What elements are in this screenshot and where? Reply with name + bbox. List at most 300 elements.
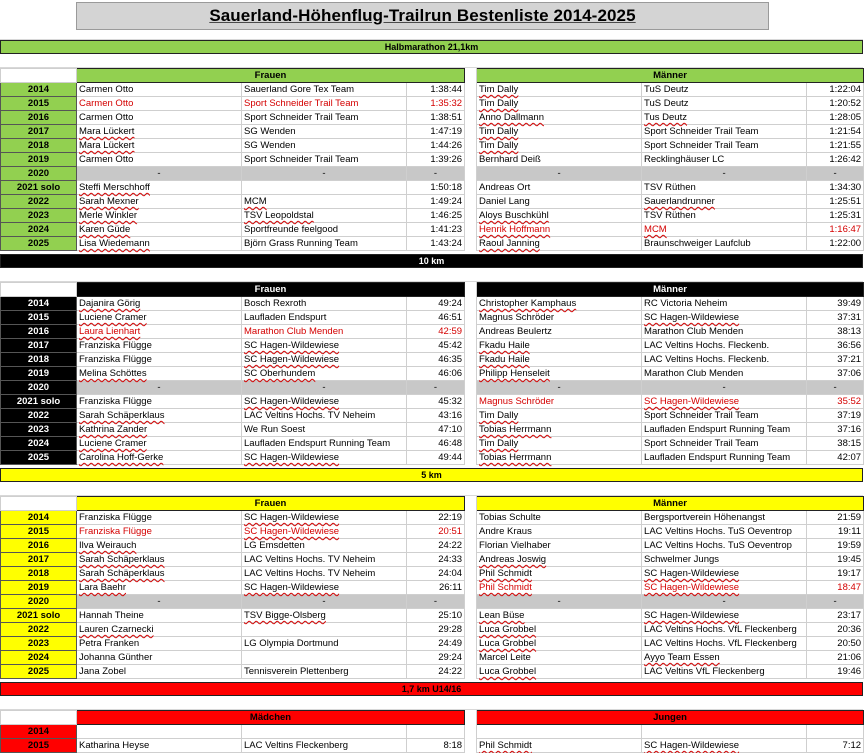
column-gap <box>465 69 477 83</box>
women-header <box>77 283 465 297</box>
women-name-text: Sarah Schäperklaus <box>79 554 165 565</box>
women-club <box>242 623 407 637</box>
year-cell <box>1 395 77 409</box>
table-row <box>1 297 864 311</box>
column-gap <box>465 209 477 223</box>
men-time <box>807 311 864 325</box>
column-gap <box>465 497 477 511</box>
women-time-text: - <box>433 168 438 179</box>
year-cell <box>1 567 77 581</box>
men-time <box>807 553 864 567</box>
year-cell <box>1 409 77 423</box>
year-cell <box>1 195 77 209</box>
men-header <box>477 711 864 725</box>
men-time <box>807 325 864 339</box>
men-name <box>477 423 642 437</box>
men-name <box>477 367 642 381</box>
table-row <box>1 237 864 251</box>
spacer-row <box>0 268 863 282</box>
year-cell-text: 2020 <box>27 168 50 179</box>
men-time-text: 7:12 <box>842 740 862 751</box>
men-time <box>807 525 864 539</box>
table-row <box>1 553 864 567</box>
section-fk <box>0 468 863 679</box>
men-time-text: 21:59 <box>837 512 862 523</box>
men-club <box>642 339 807 353</box>
men-name-text: Magnus Schröder <box>479 396 555 407</box>
table-row <box>1 437 864 451</box>
men-name-text: Daniel Lang <box>479 196 530 207</box>
men-club-text: LAC Veltins Hochs. TuS Oeventrop <box>644 540 792 551</box>
men-club <box>642 83 807 97</box>
column-gap <box>465 725 477 739</box>
table-row <box>1 539 864 553</box>
men-time-text: 37:21 <box>837 354 862 365</box>
men-name-text: Tim Dally <box>479 438 519 449</box>
year-cell <box>1 223 77 237</box>
men-header-text: Jungen <box>653 712 687 723</box>
men-time <box>807 581 864 595</box>
men-time <box>807 195 864 209</box>
section-u14 <box>0 682 863 753</box>
men-time-text: 1:21:54 <box>829 126 862 137</box>
women-time <box>407 423 465 437</box>
section-title: 5 km <box>0 468 863 482</box>
year-cell <box>1 111 77 125</box>
year-cell-text: 2018 <box>27 354 50 365</box>
men-club <box>642 325 807 339</box>
men-club <box>642 297 807 311</box>
women-time-text: 46:06 <box>438 368 463 379</box>
results-table <box>0 496 864 679</box>
men-club-text: SC Hagen-Wildewiese <box>644 568 740 579</box>
women-name-text: Mara Lückert <box>79 126 135 137</box>
men-name-text: Magnus Schröder <box>479 312 555 323</box>
year-cell-text: 2014 <box>27 298 50 309</box>
men-name-text: Marcel Leite <box>479 652 531 663</box>
women-time-text: 1:35:32 <box>430 98 463 109</box>
spacer-row <box>0 696 863 710</box>
table-row <box>1 125 864 139</box>
section-title: 10 km <box>0 254 863 268</box>
men-time <box>807 437 864 451</box>
men-name-text: Raoul Janning <box>479 238 540 249</box>
table-row <box>1 567 864 581</box>
women-name-text: Johanna Günther <box>79 652 153 663</box>
women-time <box>407 437 465 451</box>
men-club-text: LAC Veltins Hochs. VfL Fleckenberg <box>644 638 797 649</box>
year-cell-text: 2015 <box>27 740 50 751</box>
women-name <box>77 83 242 97</box>
men-time <box>807 353 864 367</box>
women-name-text: Franziska Flügge <box>79 340 152 351</box>
men-name-text: - <box>557 168 561 179</box>
men-time-text: 36:56 <box>837 340 862 351</box>
women-time-text: 42:59 <box>438 326 463 337</box>
women-time-text: 1:47:19 <box>430 126 463 137</box>
women-club <box>242 381 407 395</box>
men-name-text: Henrik Hoffmann <box>479 224 551 235</box>
year-cell-text: 2015 <box>27 526 50 537</box>
men-time-text: - <box>833 382 837 393</box>
men-club <box>642 125 807 139</box>
year-cell <box>1 423 77 437</box>
women-time <box>407 237 465 251</box>
women-time-text: 43:16 <box>438 410 463 421</box>
men-name <box>477 581 642 595</box>
women-time <box>407 195 465 209</box>
section-title: Halbmarathon 21,1km <box>0 40 863 54</box>
table-row <box>1 423 864 437</box>
men-time-text: 19:11 <box>837 526 862 537</box>
men-name-text: Aloys Buschkühl <box>479 210 549 221</box>
women-name <box>77 539 242 553</box>
women-name-text: Carmen Otto <box>79 154 134 165</box>
men-name-text: Philipp Henseleit <box>479 368 550 379</box>
column-gap <box>465 195 477 209</box>
men-name-text: Florian Vielhaber <box>479 540 551 551</box>
table-row <box>1 511 864 525</box>
women-time <box>407 511 465 525</box>
header-row <box>1 283 864 297</box>
men-time <box>807 223 864 237</box>
women-name-text: Melina Schöttes <box>79 368 147 379</box>
women-name <box>77 297 242 311</box>
women-club <box>242 409 407 423</box>
men-club-text: SC Hagen-Wildewiese <box>644 396 740 407</box>
men-club <box>642 511 807 525</box>
women-club-text: SC Hagen-Wildewiese <box>244 582 340 593</box>
women-name-text: Steffi Merschhoff <box>79 182 150 193</box>
table-row <box>1 651 864 665</box>
men-club <box>642 451 807 465</box>
women-club <box>242 339 407 353</box>
men-time <box>807 339 864 353</box>
women-name-text: Ilva Weirauch <box>79 540 137 551</box>
column-gap <box>465 511 477 525</box>
women-club <box>242 739 407 753</box>
section-hm <box>0 40 863 251</box>
year-cell-text: 2022 <box>27 196 50 207</box>
year-cell <box>1 595 77 609</box>
women-club-text: TSV Bigge-Olsberg <box>244 610 326 621</box>
women-name <box>77 325 242 339</box>
year-cell-text: 2024 <box>27 652 50 663</box>
women-header <box>77 69 465 83</box>
men-name <box>477 381 642 395</box>
results-table <box>0 68 864 251</box>
table-row <box>1 665 864 679</box>
women-club-text: LG Emsdetten <box>244 540 305 551</box>
column-gap <box>465 381 477 395</box>
men-time <box>807 111 864 125</box>
table-row <box>1 367 864 381</box>
women-name <box>77 581 242 595</box>
men-club <box>642 139 807 153</box>
table-row <box>1 395 864 409</box>
women-club <box>242 297 407 311</box>
year-cell-text: 2021 solo <box>16 610 61 621</box>
year-cell <box>1 609 77 623</box>
table-row <box>1 739 864 753</box>
women-time-text: 1:44:26 <box>430 140 463 151</box>
men-name-text: Anno Dallmann <box>479 112 544 123</box>
men-name-text: Tim Dally <box>479 84 519 95</box>
men-time-text: 1:20:52 <box>829 98 862 109</box>
men-club-text: LAC Veltins Hochs. Fleckenb. <box>644 340 770 351</box>
men-header-text: Männer <box>653 70 687 81</box>
men-club-text: LAC Veltins VfL Fleckenberg <box>644 666 765 677</box>
year-cell <box>1 623 77 637</box>
women-time-text: 45:32 <box>438 396 463 407</box>
women-time-text: 1:49:24 <box>430 196 463 207</box>
women-time <box>407 739 465 753</box>
women-name-text: Carmen Otto <box>79 98 134 109</box>
women-name <box>77 97 242 111</box>
men-name-text: Tim Dally <box>479 140 519 151</box>
women-club <box>242 451 407 465</box>
men-club-text: Sport Schneider Trail Team <box>644 438 759 449</box>
men-club-text: Schwelmer Jungs <box>644 554 720 565</box>
women-time <box>407 125 465 139</box>
women-time <box>407 623 465 637</box>
women-time <box>407 595 465 609</box>
men-name <box>477 651 642 665</box>
header-row <box>1 711 864 725</box>
women-club-text: Sport Schneider Trail Team <box>244 112 359 123</box>
table-row <box>1 609 864 623</box>
women-time-text: 46:51 <box>438 312 463 323</box>
men-time <box>807 539 864 553</box>
year-cell-text: 2016 <box>27 112 50 123</box>
year-cell <box>1 437 77 451</box>
women-name-text: Luciene Cramer <box>79 312 147 323</box>
men-time <box>807 395 864 409</box>
women-club <box>242 167 407 181</box>
men-time <box>807 167 864 181</box>
men-name-text: Andre Kraus <box>479 526 532 537</box>
women-time <box>407 83 465 97</box>
men-name <box>477 567 642 581</box>
spacer-row <box>0 30 863 40</box>
year-cell <box>1 353 77 367</box>
women-club <box>242 97 407 111</box>
column-gap <box>465 97 477 111</box>
men-name <box>477 97 642 111</box>
men-name-text: Luca Grobbel <box>479 638 537 649</box>
table-row <box>1 623 864 637</box>
women-club-text: LG Olympia Dortmund <box>244 638 339 649</box>
men-time-text: 1:25:51 <box>829 196 862 207</box>
year-cell-text: 2016 <box>27 326 50 337</box>
women-club-text: SC Hagen-Wildewiese <box>244 512 340 523</box>
men-club-text: RC Victoria Neheim <box>644 298 728 309</box>
women-time-text: 1:38:51 <box>430 112 463 123</box>
women-time <box>407 539 465 553</box>
year-cell <box>1 167 77 181</box>
men-name <box>477 609 642 623</box>
men-name <box>477 595 642 609</box>
men-name <box>477 409 642 423</box>
column-gap <box>465 83 477 97</box>
women-club-text: Sport Schneider Trail Team <box>244 154 359 165</box>
women-club <box>242 511 407 525</box>
men-name <box>477 297 642 311</box>
column-gap <box>465 367 477 381</box>
year-cell-text: 2023 <box>27 638 50 649</box>
men-club-text: TSV Rüthen <box>644 182 696 193</box>
women-time-text: 26:11 <box>438 582 463 593</box>
year-cell <box>1 725 77 739</box>
men-time-text: 19:17 <box>837 568 862 579</box>
women-club-text: LAC Veltins Hochs. TV Neheim <box>244 410 376 421</box>
women-name-text: Laura Lienhart <box>79 326 141 337</box>
men-name-text: Phil Schmidt <box>479 568 532 579</box>
men-club <box>642 437 807 451</box>
header-row <box>1 497 864 511</box>
men-time-text: 20:36 <box>837 624 862 635</box>
results-table <box>0 282 864 465</box>
men-time-text: 1:22:04 <box>829 84 862 95</box>
women-time <box>407 725 465 739</box>
men-name-text: Andreas Beulertz <box>479 326 552 337</box>
men-club <box>642 167 807 181</box>
column-gap <box>465 525 477 539</box>
women-club <box>242 525 407 539</box>
women-club <box>242 665 407 679</box>
women-time <box>407 167 465 181</box>
men-club <box>642 223 807 237</box>
men-time <box>807 125 864 139</box>
men-club <box>642 409 807 423</box>
men-club-text: SC Hagen-Wildewiese <box>644 582 740 593</box>
men-name <box>477 83 642 97</box>
men-club-text: TuS Deutz <box>644 98 689 109</box>
women-club-text: SC Hagen-Wildewiese <box>244 452 340 463</box>
women-club <box>242 223 407 237</box>
men-time-text: 1:28:05 <box>829 112 862 123</box>
year-cell <box>1 553 77 567</box>
men-name-text: Tim Dally <box>479 126 519 137</box>
men-club-text: Tus Deutz <box>644 112 687 123</box>
men-club <box>642 209 807 223</box>
men-club-text: Sport Schneider Trail Team <box>644 410 759 421</box>
title-banner <box>76 2 769 30</box>
women-time <box>407 451 465 465</box>
header-row <box>1 69 864 83</box>
column-gap <box>465 237 477 251</box>
column-gap <box>465 437 477 451</box>
women-name <box>77 209 242 223</box>
women-time-text: 20:51 <box>438 526 463 537</box>
men-club-text: Marathon Club Menden <box>644 326 744 337</box>
men-time <box>807 409 864 423</box>
women-name-text: - <box>157 596 161 607</box>
women-name-text: Carolina Hoff-Gerke <box>79 452 164 463</box>
year-cell <box>1 83 77 97</box>
women-club <box>242 539 407 553</box>
results-table <box>0 710 864 753</box>
women-club <box>242 637 407 651</box>
spacer-row <box>0 482 863 496</box>
women-club <box>242 437 407 451</box>
women-club <box>242 237 407 251</box>
men-time-text: 23:17 <box>837 610 862 621</box>
year-cell <box>1 581 77 595</box>
men-time-text: - <box>833 596 837 607</box>
table-row <box>1 83 864 97</box>
men-time-text: 21:06 <box>837 652 862 663</box>
women-name-text: Dajanira Görig <box>79 298 141 309</box>
year-cell <box>1 511 77 525</box>
women-time <box>407 609 465 623</box>
men-time-text: 19:46 <box>837 666 862 677</box>
men-name-text: Lean Büse <box>479 610 525 621</box>
men-time-text: 38:13 <box>837 326 862 337</box>
women-time-text: 46:35 <box>438 354 463 365</box>
header-blank <box>1 69 77 83</box>
women-time-text: 1:41:23 <box>430 224 463 235</box>
year-cell-text: 2020 <box>27 382 50 393</box>
women-name-text: Carmen Otto <box>79 112 134 123</box>
column-gap <box>465 395 477 409</box>
year-cell-text: 2021 solo <box>16 396 61 407</box>
women-time <box>407 525 465 539</box>
women-time <box>407 209 465 223</box>
year-cell <box>1 325 77 339</box>
women-name-text: - <box>157 382 161 393</box>
women-time <box>407 339 465 353</box>
men-club-text: Braunschweiger Laufclub <box>644 238 751 249</box>
year-cell-text: 2025 <box>27 666 50 677</box>
men-club-text: LAC Veltins Hochs. TuS Oeventrop <box>644 526 792 537</box>
women-name-text: Sarah Schäperklaus <box>79 410 165 421</box>
table-row <box>1 637 864 651</box>
men-time-text: 37:16 <box>837 424 862 435</box>
women-club-text: TSV Leopoldstal <box>244 210 314 221</box>
women-name-text: Kathrina Zander <box>79 424 148 435</box>
section-tk <box>0 254 863 465</box>
men-name <box>477 139 642 153</box>
spacer-row <box>0 54 863 68</box>
year-cell <box>1 381 77 395</box>
women-time-text: 24:22 <box>438 666 463 677</box>
year-cell-text: 2018 <box>27 140 50 151</box>
women-club <box>242 125 407 139</box>
table-row <box>1 725 864 739</box>
men-name-text: Luca Grobbel <box>479 624 537 635</box>
women-club <box>242 725 407 739</box>
women-time <box>407 651 465 665</box>
year-cell-text: 2023 <box>27 424 50 435</box>
women-time <box>407 581 465 595</box>
women-time-text: - <box>433 596 438 607</box>
table-row <box>1 97 864 111</box>
women-name <box>77 665 242 679</box>
women-header-text: Frauen <box>254 70 287 81</box>
women-time-text: 24:49 <box>438 638 463 649</box>
column-gap <box>465 609 477 623</box>
women-club <box>242 325 407 339</box>
women-name-text: Franziska Flügge <box>79 512 152 523</box>
men-time-text: 1:25:31 <box>829 210 862 221</box>
women-name-text: Franziska Flügge <box>79 526 152 537</box>
column-gap <box>465 595 477 609</box>
men-club <box>642 637 807 651</box>
header-blank <box>1 283 77 297</box>
women-club <box>242 567 407 581</box>
women-name-text: Hannah Theine <box>79 610 144 621</box>
